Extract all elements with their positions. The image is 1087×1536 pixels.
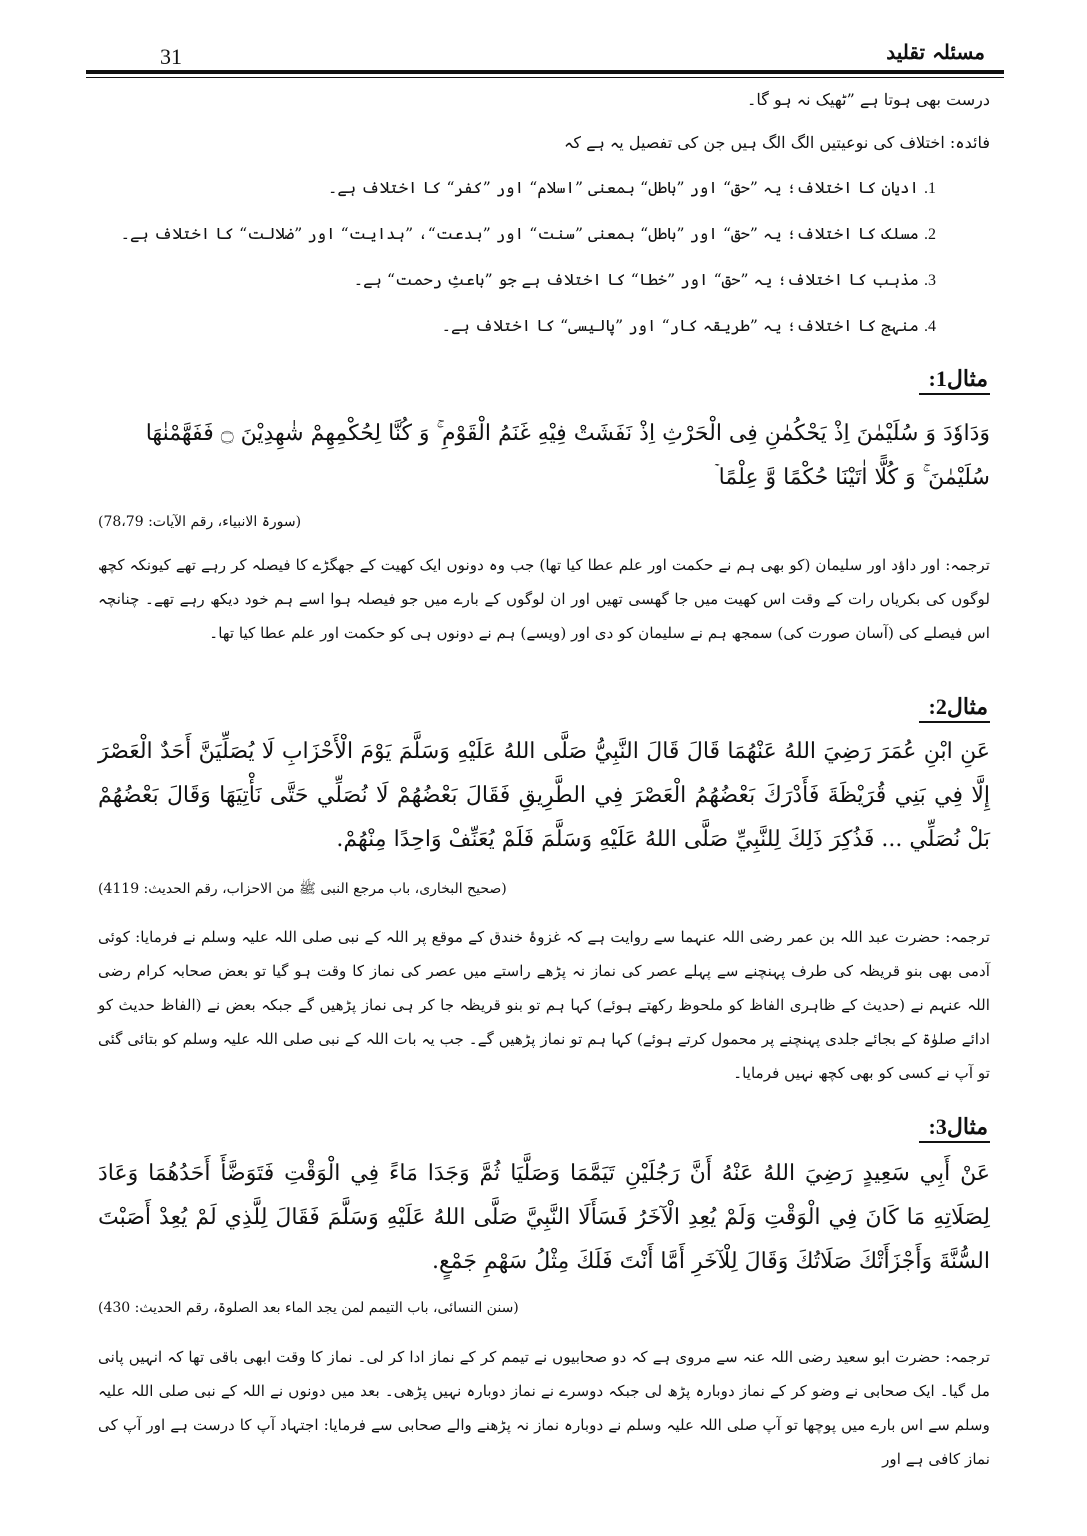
hadith-text: عَنْ أَبِي سَعِيدٍ رَضِيَ اللهُ عَنْهُ أَنَّ رَجُلَيْنِ تَيَمَّمَا وَصَلَّيَا ثُمَّ وَجَدَا مَاءً فِي الْوَقْتِ فَتَوَضَّأَ أَحَدُهُمَا وَعَادَ لِصَلَاتِهِ مَا كَانَ فِي الْوَقْتِ وَلَمْ يُعِدِ الْآخَرُ فَسَأَلَا النَّبِيَّ صَلَّى اللهُ عَلَيْهِ وَسَلَّمَ فَقَالَ لِلَّذِي لَمْ يُعِدْ أَصَبْتَ السُّنَّةَ وَأَجْزَأَتْكَ صَلَاتُكَ وَقَالَ لِلْآخَرِ أَمَّا أَنْتَ فَلَكَ مِثْلُ سَهْمِ جَمْعٍ. xyxy=(98,1161,990,1274)
list-number: 2. xyxy=(924,226,936,243)
translation-text: اور داؤد اور سلیمان (کو بھی ہم نے حکمت اور علم عطا کیا تھا) جب وہ دونوں ایک کھیت کے جھگڑے کا فیصلہ کر رہے تھے کیونکہ کچھ لوگوں کی بکریاں رات کے وقت اس کھیت میں جا گھسی تھیں اور ان لوگوں کے بارے میں جو فیصلہ ہوا اسے ہم خود دیکھ رہے تھے۔ چنانچہ اس فیصلے کی (آسان صورت کی) سمجھ ہم نے سلیمان کو دی اور (ویسے) ہم نے دونوں ہی کو حکمت اور علم عطا کیا تھا۔ xyxy=(98,556,990,642)
verse-line: وَدَاوٗدَ وَ سُلَيْمٰنَ اِذْ يَحْكُمٰنِ فِى الْحَرْثِ اِذْ نَفَشَتْ فِيْهِ غَنَمُ الْقَوْمِ ۚ وَ كُنَّا لِحُكْمِهِمْ شٰهِدِيْنَ ۝ فَفَهَّمْنٰهَا xyxy=(145,421,990,446)
heading-number: 2: xyxy=(928,694,947,719)
heading-number: 3: xyxy=(928,1114,947,1139)
heading-word: مثال xyxy=(946,694,988,720)
list-item xyxy=(442,316,952,336)
example-1-heading xyxy=(919,366,990,395)
list-text: ادیان کا اختلاف؛ یہ ”حق“ اور ”باطل“ بمعنی ”اسلام“ اور ”کفر“ کا اختلاف ہے۔ xyxy=(327,178,919,197)
list-text: منہج کا اختلاف؛ یہ ”طریقہ کار“ اور ”پالیسی“ کا اختلاف ہے۔ xyxy=(441,316,919,335)
translation-label: ترجمہ: xyxy=(945,928,991,946)
fayda-line: فائدہ: اختلاف کی نوعیتیں الگ الگ ہیں جن کی تفصیل یہ ہے کہ xyxy=(564,133,990,152)
translation-label: ترجمہ: xyxy=(945,556,991,574)
list-item xyxy=(328,178,952,198)
list-number: 3. xyxy=(924,272,936,289)
quran-verse xyxy=(98,412,990,500)
reference: (سنن النسائی، باب التیمم لمن یجد الماء بعد الصلوۃ، رقم الحدیث: 430) xyxy=(98,1300,519,1316)
reference: (صحیح البخاری، باب مرجع النبی ﷺ من الاحزاب، رقم الحدیث: 4119) xyxy=(98,881,507,897)
heading-word: مثال xyxy=(946,1114,988,1140)
list-number: 4. xyxy=(924,318,936,335)
translation xyxy=(98,920,990,1090)
header-rule-thin xyxy=(86,77,1004,78)
reference: (سورۃ الانبیاء، رقم الآیات: 78،79) xyxy=(98,514,302,530)
heading-number: 1: xyxy=(928,366,947,391)
running-title: مسئلہ تقلید xyxy=(886,40,985,64)
list-item xyxy=(354,270,952,290)
translation xyxy=(98,1340,990,1476)
translation-text: حضرت عبد اللہ بن عمر رضی اللہ عنہما سے روایت ہے کہ غزوۂ خندق کے موقع پر اللہ کے نبی صلی اللہ علیہ وسلم نے فرمایا: کوئی آدمی بھی بنو قریظہ کی طرف پہنچنے سے پہلے عصر کی نماز نہ پڑھے راستے میں عصر کی نماز کا وقت ہو گیا تو بعض صحابہ کرام رضی اللہ عنہم نے (حدیث کے ظاہری الفاظ کو ملحوظ رکھتے ہوئے) کہا ہم تو بنو قریظہ جا کر ہی نماز پڑھیں گے جبکہ بعض نے (الفاظ حدیث کو ادائے صلوٰۃ کے بجائے جلدی پہنچنے پر محمول کرتے ہوئے) کہا ہم تو نماز پڑھیں گے۔ جب یہ بات اللہ کے نبی صلی اللہ علیہ وسلم کو بتائی گئی تو آپ نے کسی کو بھی کچھ نہیں فرمایا۔ xyxy=(98,928,990,1082)
list-text: مسلک کا اختلاف؛ یہ ”حق“ اور ”باطل“ بمعنی ”سنت“ اور ”بدعت“، ”ہدایت“ اور ”ضلالت“ کا اختلاف ہے۔ xyxy=(120,224,919,243)
header-rule xyxy=(86,70,1004,74)
intro-line: درست بھی ہوتا ہے ”ٹھیک نہ ہو گا۔ xyxy=(747,90,990,109)
example-3-heading xyxy=(919,1114,990,1143)
translation-label: ترجمہ: xyxy=(945,1348,990,1366)
example-2-heading xyxy=(919,694,990,723)
translation-text: حضرت ابو سعید رضی اللہ عنہ سے مروی ہے کہ دو صحابیوں نے تیمم کر کے نماز ادا کر لی۔ نماز کا وقت ابھی باقی تھا کہ انہیں پانی مل گیا۔ ایک صحابی نے وضو کر کے نماز دوبارہ پڑھ لی جبکہ دوسرے نے نماز دوبارہ نہیں پڑھی۔ بعد میں دونوں نے اللہ کے نبی صلی اللہ علیہ وسلم سے اس بارے میں پوچھا تو آپ صلی اللہ علیہ وسلم نے دوبارہ نماز نہ پڑھنے والے صحابی سے فرمایا: اجتہاد آپ کا درست ہے اور آپ کی نماز کافی ہے اور xyxy=(98,1348,990,1468)
list-item xyxy=(121,224,952,244)
list-number: 1. xyxy=(924,180,936,197)
list-text: مذہب کا اختلاف؛ یہ ”حق“ اور ”خطا“ کا اختلاف ہے جو ”باعثِ رحمت“ ہے۔ xyxy=(353,270,919,289)
translation xyxy=(98,548,990,650)
verse-line: سُلَيْمٰنَ ۚ وَ كُلًّا اٰتَيْنَا حُكْمًا وَّ عِلْمًا ۡ xyxy=(713,465,990,490)
page-number: 31 xyxy=(160,44,182,69)
hadith-text: عَنِ ابْنِ عُمَرَ رَضِيَ اللهُ عَنْهُمَا قَالَ قَالَ النَّبِيُّ صَلَّى اللهُ عَلَيْهِ وَسَلَّمَ يَوْمَ الْأَحْزَابِ لَا يُصَلِّيَنَّ أَحَدٌ الْعَصْرَ إِلَّا فِي بَنِي قُرَيْظَةَ فَأَدْرَكَ بَعْضُهُمُ الْعَصْرَ فِي الطَّرِيقِ فَقَالَ بَعْضُهُمْ لَا نُصَلِّي حَتَّى نَأْتِيَهَا وَقَالَ بَعْضُهُمْ بَلْ نُصَلِّي ... فَذُكِرَ ذَلِكَ لِلنَّبِيِّ صَلَّى اللهُ عَلَيْهِ وَسَلَّمَ فَلَمْ يُعَنِّفْ وَاحِدًا مِنْهُمْ. xyxy=(98,739,990,852)
heading-word: مثال xyxy=(946,366,988,392)
